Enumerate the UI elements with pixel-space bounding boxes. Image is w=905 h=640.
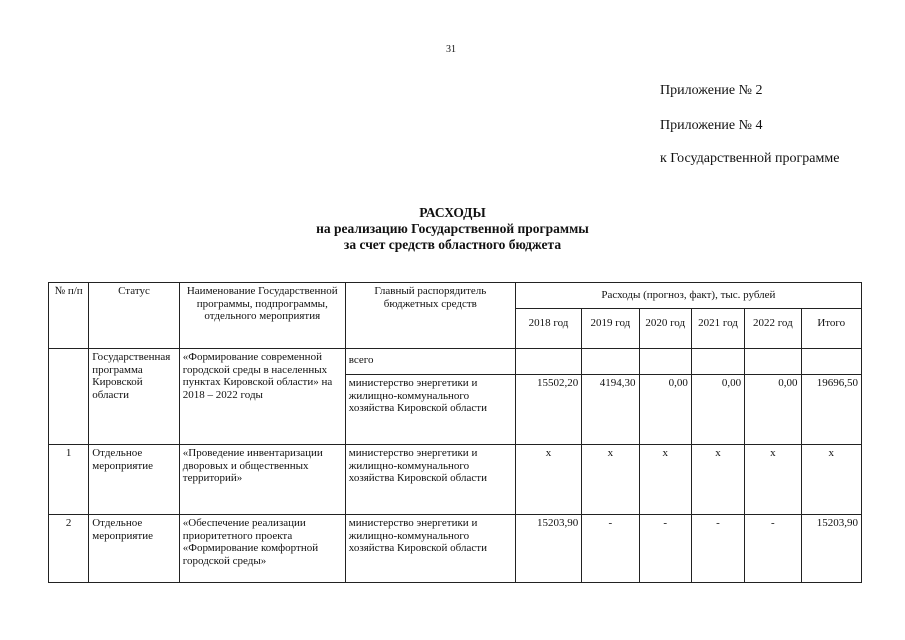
program-total-label: всего	[345, 349, 515, 375]
header-num: № п/п	[49, 283, 89, 349]
row-2-value-2018: 15203,90	[515, 515, 581, 583]
document-title	[0, 205, 905, 253]
program-manager: министерство энергетики и жилищно-коммунального хозяйства Кировской области	[345, 375, 515, 445]
program-total-cell	[691, 349, 744, 375]
row-1-value-2021: х	[691, 445, 744, 515]
header-row-1	[49, 283, 862, 309]
row-2-num: 2	[49, 515, 89, 583]
appendix-line-2: Приложение № 4	[660, 118, 763, 133]
program-total-cell	[515, 349, 581, 375]
row-2-value-2019: -	[582, 515, 639, 583]
row-2-status: Отдельное мероприятие	[89, 515, 180, 583]
row-2-value-2022: -	[745, 515, 801, 583]
header-year-2020: 2020 год	[639, 309, 691, 349]
program-total-cell	[745, 349, 801, 375]
program-value-total: 19696,50	[801, 375, 862, 445]
program-value-2018: 15502,20	[515, 375, 581, 445]
program-num	[49, 349, 89, 445]
row-1-num: 1	[49, 445, 89, 515]
header-manager: Главный распорядитель бюджетных средств	[345, 283, 515, 349]
header-year-2018: 2018 год	[515, 309, 581, 349]
program-total-cell	[639, 349, 691, 375]
header-name: Наименование Государственной программы, подпрограммы, отдельного мероприятия	[179, 283, 345, 349]
program-total-cell	[582, 349, 639, 375]
row-2-value-total: 15203,90	[801, 515, 862, 583]
row-1-value-total: х	[801, 445, 862, 515]
program-value-2020: 0,00	[639, 375, 691, 445]
header-expenses: Расходы (прогноз, факт), тыс. рублей	[515, 283, 861, 309]
appendix-line-3: к Государственной программе	[660, 151, 840, 166]
row-1-value-2020: х	[639, 445, 691, 515]
row-1-status: Отдельное мероприятие	[89, 445, 180, 515]
row-2-manager: министерство энергетики и жилищно-коммунального хозяйства Кировской области	[345, 515, 515, 583]
header-year-2019: 2019 год	[582, 309, 639, 349]
header-year-2021: 2021 год	[691, 309, 744, 349]
table-row	[49, 515, 862, 583]
program-total-row	[49, 349, 862, 375]
title-line-3: за счет средств областного бюджета	[343, 237, 562, 252]
header-year-2022: 2022 год	[745, 309, 801, 349]
page-number: 31	[446, 44, 456, 55]
program-status: Государственная программа Кировской области	[89, 349, 180, 445]
title-line-2: на реализацию Государственной программы	[316, 221, 589, 236]
program-value-2022: 0,00	[745, 375, 801, 445]
row-2-value-2021: -	[691, 515, 744, 583]
header-status: Статус	[89, 283, 180, 349]
program-name: «Формирование современной городской среды в населенных пунктах Кировской области» на 2018 – 2022 годы	[179, 349, 345, 445]
program-value-2019: 4194,30	[582, 375, 639, 445]
row-1-value-2019: х	[582, 445, 639, 515]
row-1-value-2018: х	[515, 445, 581, 515]
program-total-cell	[801, 349, 862, 375]
row-1-manager: министерство энергетики и жилищно-коммунального хозяйства Кировской области	[345, 445, 515, 515]
row-1-name: «Проведение инвентаризации дворовых и общественных территорий»	[179, 445, 345, 515]
row-2-name: «Обеспечение реализации приоритетного проекта «Формирование комфортной городской среды»	[179, 515, 345, 583]
row-1-value-2022: х	[745, 445, 801, 515]
title-line-1: РАСХОДЫ	[419, 205, 486, 220]
table-row	[49, 445, 862, 515]
row-2-value-2020: -	[639, 515, 691, 583]
header-total: Итого	[801, 309, 862, 349]
expenses-table	[48, 282, 862, 583]
appendix-line-1: Приложение № 2	[660, 83, 763, 98]
program-value-2021: 0,00	[691, 375, 744, 445]
